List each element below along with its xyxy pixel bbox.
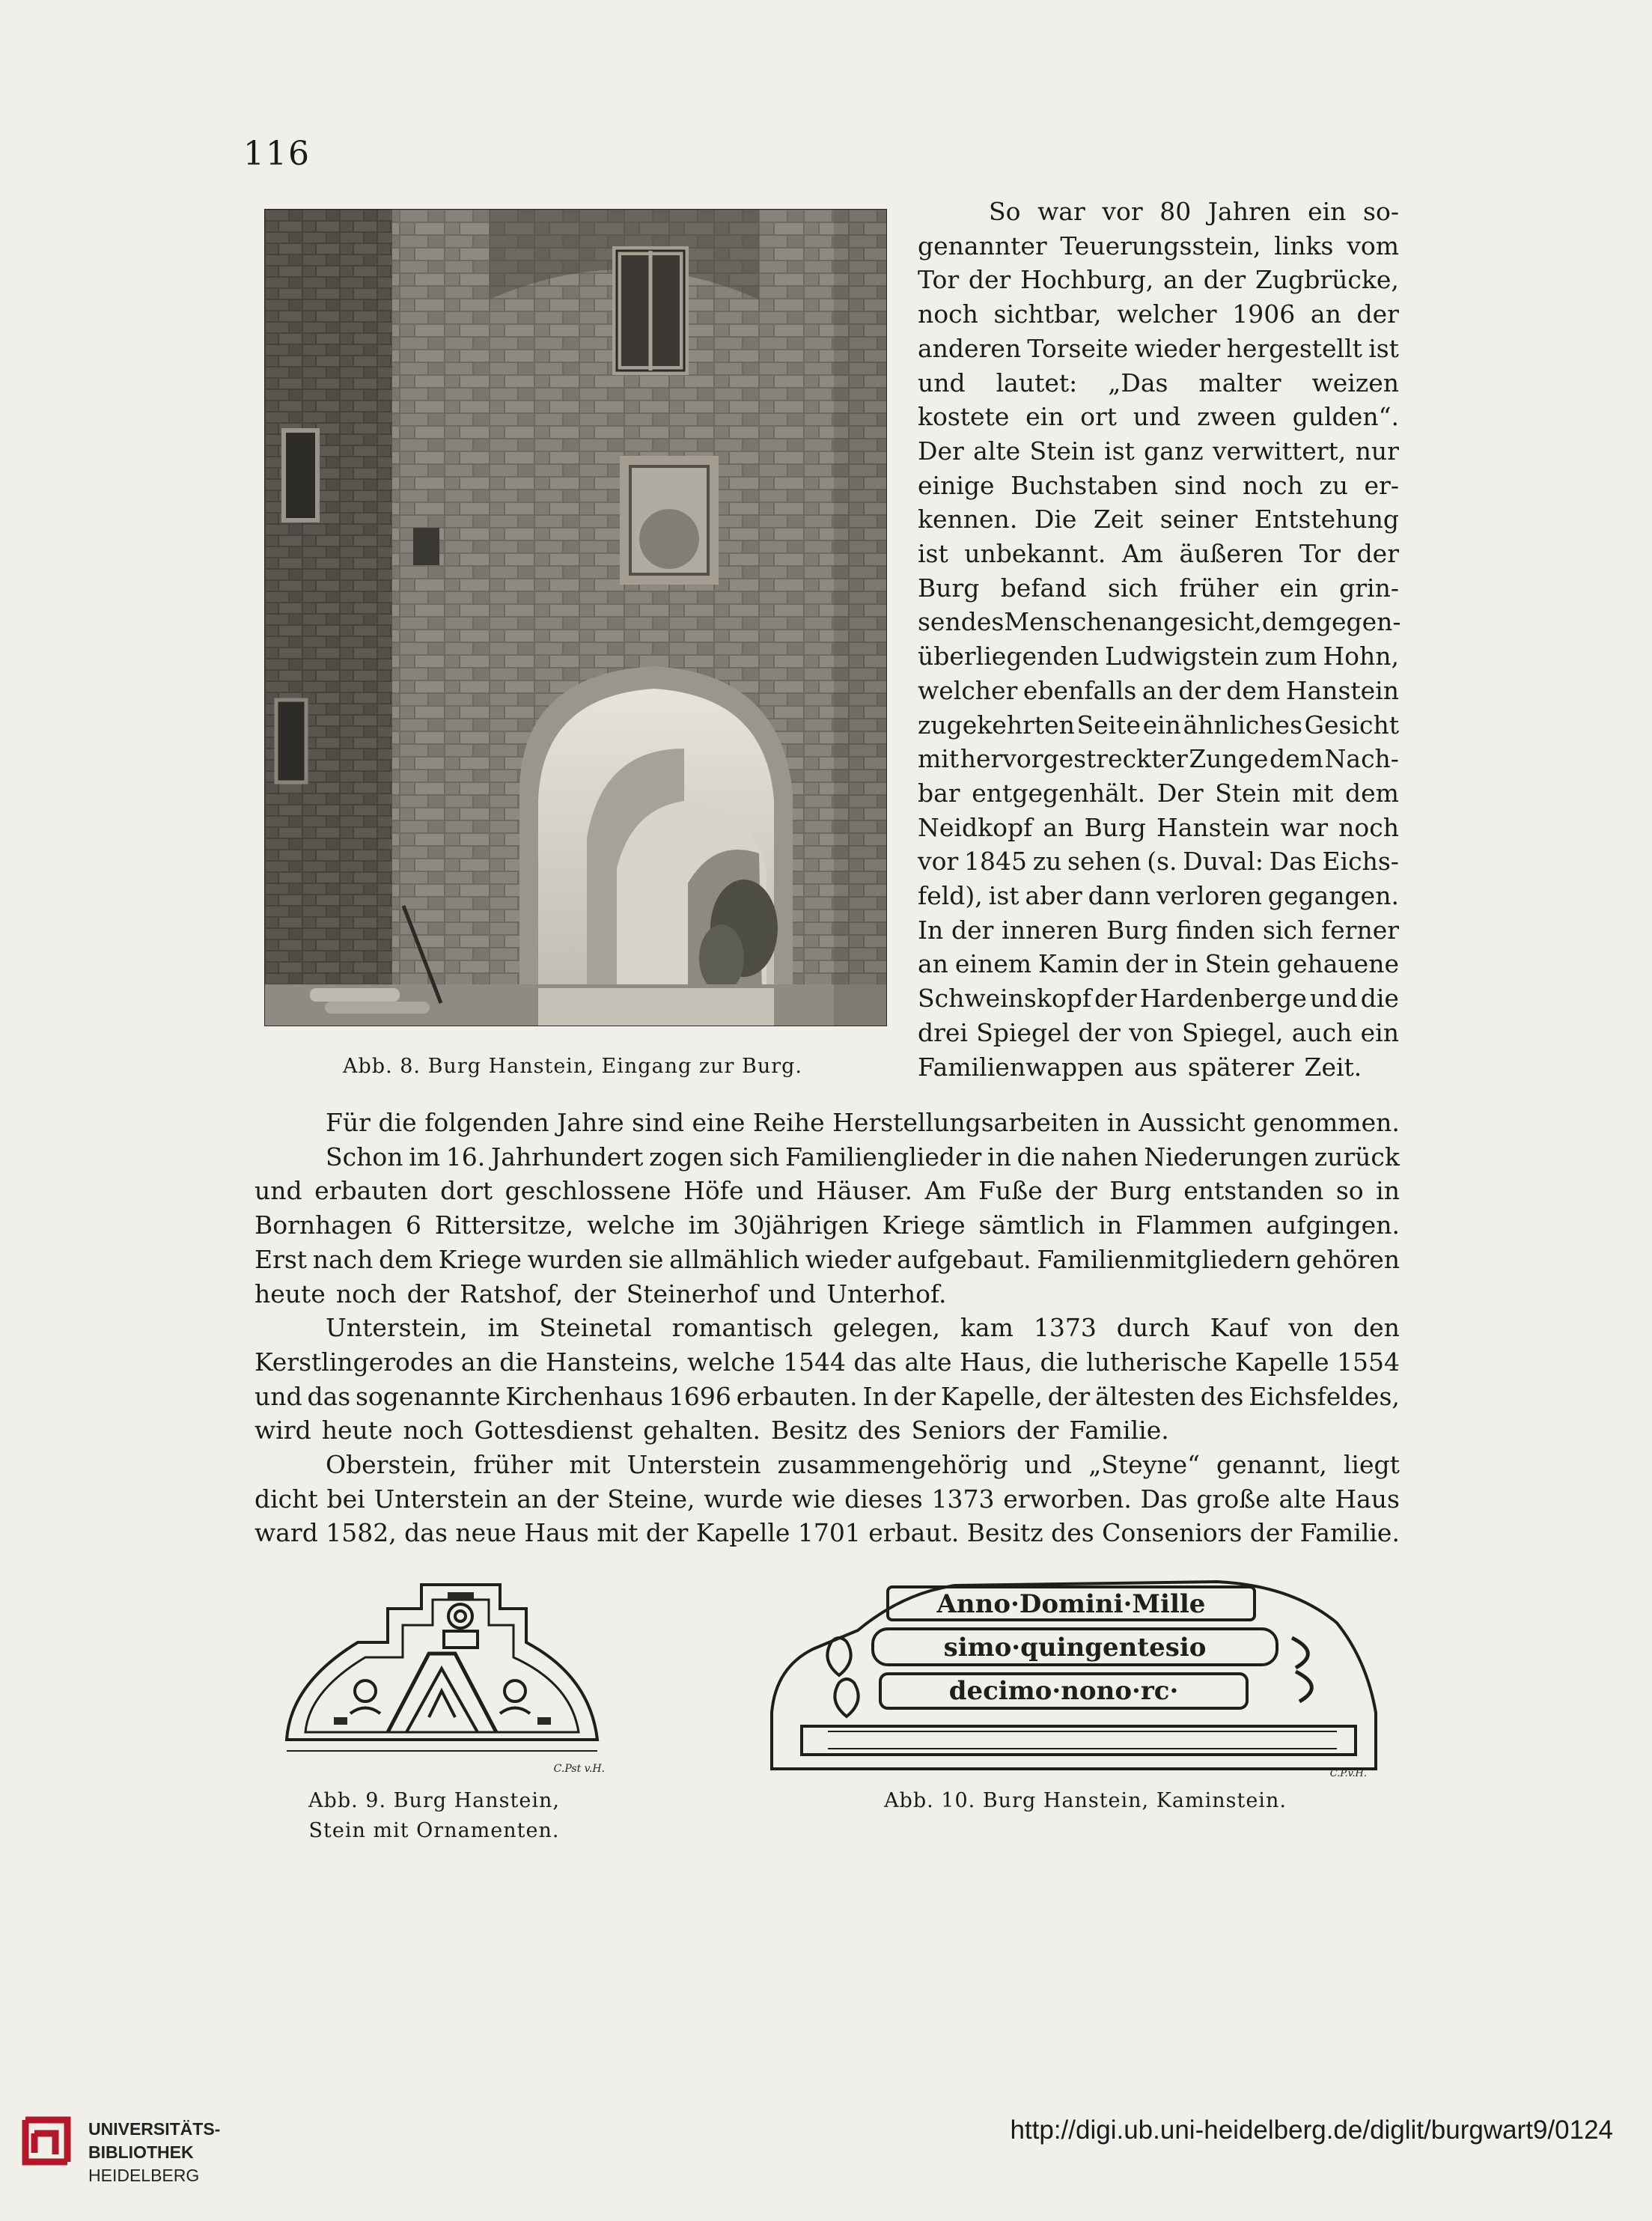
text-line: welcher ebenfalls an der dem Hanstein <box>918 675 1399 705</box>
caption-figure-10: Abb. 10. Burg Hanstein, Kaminstein. <box>884 1789 1287 1812</box>
library-name-line1: UNIVERSITÄTS- <box>88 2119 221 2139</box>
text-line: einige Buchstaben sind noch zu er- <box>918 470 1399 500</box>
text-line: anderen Torseite wieder hergestellt ist <box>918 333 1399 363</box>
text-line: wird heute noch Gottesdienst gehalten. Besitz des Seniors der Familie. <box>254 1416 1169 1445</box>
text-line: Erst nach dem Kriege wurden sie allmählich wieder aufgebaut. Familienmitgliedern gehören <box>254 1244 1400 1274</box>
text-line: Familienwappen aus späterer Zeit. <box>918 1052 1362 1082</box>
text-line: So war vor 80 Jahren ein so- <box>989 197 1399 226</box>
text-line: genannter Teuerungsstein, links vom <box>918 231 1399 261</box>
text-line: und lautet: „Das malter weizen <box>918 368 1399 397</box>
text-line: Bornhagen 6 Rittersitze, welche im 30jährigen Kriege sämtlich in Flammen aufgingen. <box>254 1210 1400 1240</box>
text-line: Der alte Stein ist ganz verwittert, nur <box>918 436 1399 466</box>
text-line: zugekehrten Seite ein ähnliches Gesicht <box>918 710 1399 740</box>
caption-figure-9 <box>269 1786 599 1846</box>
figure-9-ornament-stone <box>275 1571 609 1777</box>
text-line: Neidkopf an Burg Hanstein war noch <box>918 812 1399 842</box>
text-line: und erbauten dort geschlossene Höfe und Häuser. Am Fuße der Burg entstanden so in <box>254 1176 1400 1206</box>
text-line: Für die folgenden Jahre sind eine Reihe Herstellungsarbeiten in Aussicht genommen. <box>326 1108 1400 1137</box>
figure-10-fireplace-stone <box>768 1578 1382 1779</box>
text-line: Kerstlingerodes an die Hansteins, welche 1544 das alte Haus, die lutherische Kapelle 1554 <box>254 1347 1400 1377</box>
text-line: kostete ein ort und zween gulden“. <box>918 402 1399 432</box>
text-line: noch sichtbar, welcher 1906 an der <box>918 299 1399 329</box>
body-text <box>254 1106 1400 1550</box>
text-line: heute noch der Ratshof, der Steinerhof und Unterhof. <box>254 1279 947 1308</box>
text-line: kennen. Die Zeit seiner Entstehung <box>918 505 1399 534</box>
gate-photograph <box>264 209 887 1026</box>
page-number: 116 <box>243 135 311 173</box>
text-line: Tor der Hochburg, an der Zugbrücke, <box>918 265 1399 295</box>
inscription-line-3: decimo·nono·rc· <box>948 1676 1179 1706</box>
text-line: In der inneren Burg finden sich ferner <box>918 915 1399 945</box>
caption-figure-9-line1: Abb. 9. Burg Hanstein, <box>308 1789 560 1812</box>
text-line: überliegenden Ludwigstein zum Hohn, <box>918 642 1399 671</box>
source-url-link[interactable]: http://digi.ub.uni-heidelberg.de/diglit/burgwart9/0124 <box>1010 2115 1613 2145</box>
text-line: mit hervorgestreckter Zunge dem Nach- <box>918 744 1399 774</box>
inscription-line-2: simo·quingentesio <box>943 1633 1207 1663</box>
text-line: Oberstein, früher mit Unterstein zusammengehörig und „Steyne“ genannt, liegt <box>326 1450 1400 1480</box>
text-line: vor 1845 zu sehen (s. Duval: Das Eichs- <box>918 847 1399 877</box>
text-line: ist unbekannt. Am äußeren Tor der <box>918 539 1399 569</box>
text-line: Schon im 16. Jahrhundert zogen sich Familienglieder in die nahen Niederungen zurück <box>326 1142 1400 1172</box>
text-line: Burg befand sich früher ein grin- <box>918 573 1399 603</box>
library-name <box>88 2118 220 2187</box>
figure-10-signature: C.P.v.H. <box>1329 1768 1367 1779</box>
caption-figure-9-line2: Stein mit Ornamenten. <box>308 1819 560 1842</box>
text-line: bar entgegenhält. Der Stein mit dem <box>918 778 1399 808</box>
text-line: feld), ist aber dann verloren gegangen. <box>918 881 1399 911</box>
caption-figure-8: Abb. 8. Burg Hanstein, Eingang zur Burg. <box>343 1055 802 1078</box>
text-line: sendes Menschenangesicht, dem gegen- <box>918 607 1401 637</box>
text-line: und das sogenannte Kirchenhaus 1696 erbauten. In der Kapelle, der ältesten des Eichsfeldes, <box>254 1381 1400 1411</box>
text-line: ward 1582, das neue Haus mit der Kapelle 1701 erbaut. Besitz des Conseniors der Familie. <box>254 1518 1400 1548</box>
inscription-line-1: Anno·Domini·Mille <box>936 1589 1206 1619</box>
side-column-text <box>918 195 1399 1084</box>
text-line: drei Spiegel der von Spiegel, auch ein <box>918 1017 1399 1047</box>
figure-9-signature: C.Pst v.H. <box>553 1763 605 1775</box>
text-line: Unterstein, im Steinetal romantisch gelegen, kam 1373 durch Kauf von den <box>326 1313 1400 1343</box>
text-line: dicht bei Unterstein an der Steine, wurde wie dieses 1373 erworben. Das große alte Haus <box>254 1484 1400 1514</box>
text-line: an einem Kamin der in Stein gehauene <box>918 949 1399 979</box>
text-line: Schweinskopf der Hardenberge und die <box>918 984 1399 1014</box>
library-name-line3: HEIDELBERG <box>88 2166 200 2185</box>
library-logo-icon <box>18 2103 79 2201</box>
library-name-line2: BIBLIOTHEK <box>88 2142 194 2162</box>
